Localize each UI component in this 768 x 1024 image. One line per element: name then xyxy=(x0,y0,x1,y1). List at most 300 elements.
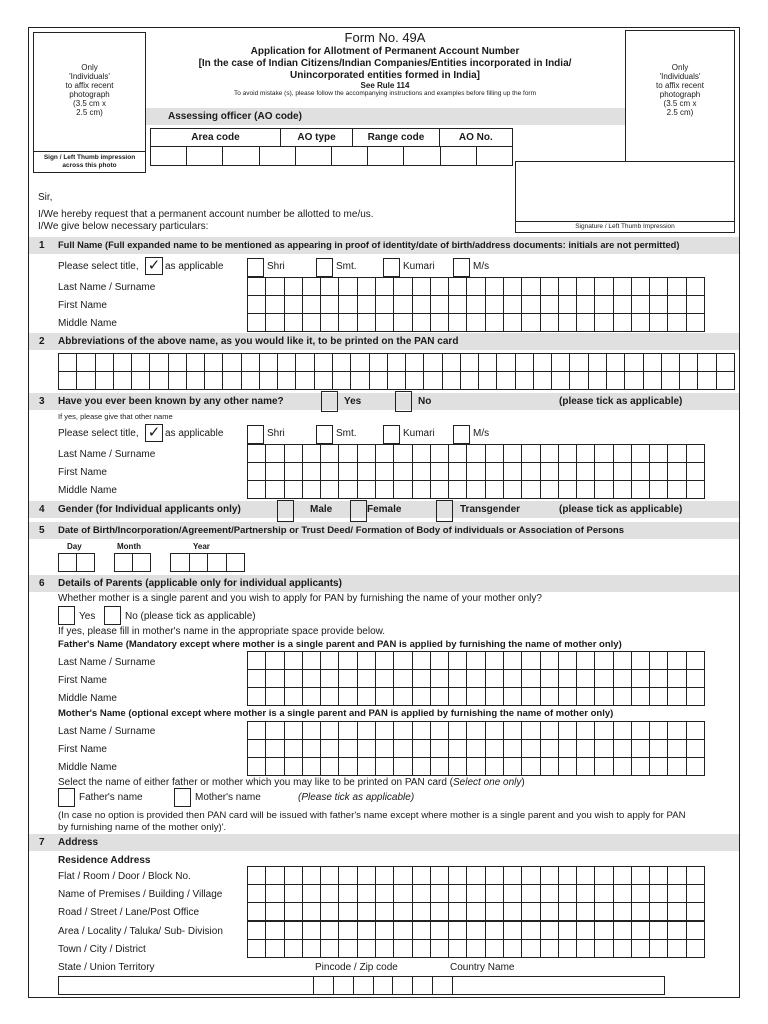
char-cell[interactable] xyxy=(431,940,449,957)
char-cell[interactable] xyxy=(358,445,376,462)
char-cell[interactable] xyxy=(404,147,440,166)
char-cell[interactable] xyxy=(303,652,321,669)
char-cell[interactable] xyxy=(303,885,321,902)
char-cell[interactable] xyxy=(321,278,339,295)
char-cell[interactable] xyxy=(632,670,650,687)
char-cell[interactable] xyxy=(650,463,668,480)
char-cell[interactable] xyxy=(413,740,431,757)
char-cell[interactable] xyxy=(413,481,431,498)
char-cell[interactable] xyxy=(522,688,540,705)
char-cell[interactable] xyxy=(413,885,431,902)
char-cell[interactable] xyxy=(668,885,686,902)
char-cell[interactable] xyxy=(431,867,449,884)
char-cell[interactable] xyxy=(315,372,333,389)
char-cell[interactable] xyxy=(687,722,704,739)
char-cell[interactable] xyxy=(431,463,449,480)
char-cell[interactable] xyxy=(449,688,467,705)
char-cell[interactable] xyxy=(285,903,303,920)
char-cell[interactable] xyxy=(431,314,449,331)
char-cell[interactable] xyxy=(248,445,266,462)
char-cell[interactable] xyxy=(394,670,412,687)
char-cell[interactable] xyxy=(632,922,650,939)
char-cell[interactable] xyxy=(248,758,266,775)
char-cell[interactable] xyxy=(388,354,406,371)
char-cell[interactable] xyxy=(132,354,150,371)
char-cell[interactable] xyxy=(595,670,613,687)
char-cell[interactable] xyxy=(522,867,540,884)
char-cell[interactable] xyxy=(296,147,332,166)
char-cell[interactable] xyxy=(541,296,559,313)
char-cell[interactable] xyxy=(559,740,577,757)
char-cell[interactable] xyxy=(332,147,368,166)
char-cell[interactable] xyxy=(559,463,577,480)
char-cell[interactable] xyxy=(449,463,467,480)
char-cell[interactable] xyxy=(266,445,284,462)
char-cell[interactable] xyxy=(449,722,467,739)
char-cell[interactable] xyxy=(413,922,431,939)
print-fathers-name-checkbox[interactable] xyxy=(58,788,75,807)
char-cell[interactable] xyxy=(650,903,668,920)
char-cell[interactable] xyxy=(668,314,686,331)
middle-name-input[interactable] xyxy=(247,313,705,332)
char-cell[interactable] xyxy=(541,758,559,775)
char-cell[interactable] xyxy=(285,867,303,884)
char-cell[interactable] xyxy=(424,372,442,389)
char-cell[interactable] xyxy=(668,867,686,884)
char-cell[interactable] xyxy=(559,940,577,957)
mother-middle-name-input[interactable] xyxy=(247,757,705,776)
char-cell[interactable] xyxy=(577,278,595,295)
char-cell[interactable] xyxy=(358,670,376,687)
char-cell[interactable] xyxy=(303,445,321,462)
other-title-kumari-checkbox[interactable] xyxy=(383,425,400,444)
char-cell[interactable] xyxy=(303,314,321,331)
char-cell[interactable] xyxy=(431,903,449,920)
char-cell[interactable] xyxy=(285,670,303,687)
char-cell[interactable] xyxy=(114,354,132,371)
char-cell[interactable] xyxy=(486,688,504,705)
char-cell[interactable] xyxy=(303,867,321,884)
char-cell[interactable] xyxy=(522,722,540,739)
mother-last-name-input[interactable] xyxy=(247,721,705,740)
char-cell[interactable] xyxy=(477,147,512,166)
char-cell[interactable] xyxy=(687,670,704,687)
char-cell[interactable] xyxy=(150,354,168,371)
char-cell[interactable] xyxy=(680,372,698,389)
char-cell[interactable] xyxy=(449,278,467,295)
char-cell[interactable] xyxy=(486,481,504,498)
char-cell[interactable] xyxy=(614,722,632,739)
char-cell[interactable] xyxy=(394,758,412,775)
char-cell[interactable] xyxy=(370,372,388,389)
char-cell[interactable] xyxy=(595,463,613,480)
gender-male-checkbox[interactable] xyxy=(277,500,294,522)
char-cell[interactable] xyxy=(413,278,431,295)
char-cell[interactable] xyxy=(260,354,278,371)
char-cell[interactable] xyxy=(339,922,357,939)
char-cell[interactable] xyxy=(266,940,284,957)
char-cell[interactable] xyxy=(541,670,559,687)
char-cell[interactable] xyxy=(285,740,303,757)
char-cell[interactable] xyxy=(333,354,351,371)
char-cell[interactable] xyxy=(534,354,552,371)
char-cell[interactable] xyxy=(285,296,303,313)
char-cell[interactable] xyxy=(394,481,412,498)
char-cell[interactable] xyxy=(522,940,540,957)
char-cell[interactable] xyxy=(394,922,412,939)
char-cell[interactable] xyxy=(577,903,595,920)
char-cell[interactable] xyxy=(208,554,227,571)
char-cell[interactable] xyxy=(650,740,668,757)
char-cell[interactable] xyxy=(504,463,522,480)
char-cell[interactable] xyxy=(266,758,284,775)
char-cell[interactable] xyxy=(577,922,595,939)
char-cell[interactable] xyxy=(589,372,607,389)
char-cell[interactable] xyxy=(321,481,339,498)
country-input[interactable] xyxy=(452,976,665,995)
char-cell[interactable] xyxy=(77,354,95,371)
char-cell[interactable] xyxy=(687,652,704,669)
char-cell[interactable] xyxy=(614,278,632,295)
char-cell[interactable] xyxy=(449,481,467,498)
char-cell[interactable] xyxy=(625,372,643,389)
char-cell[interactable] xyxy=(266,296,284,313)
char-cell[interactable] xyxy=(614,885,632,902)
char-cell[interactable] xyxy=(449,296,467,313)
char-cell[interactable] xyxy=(370,354,388,371)
char-cell[interactable] xyxy=(449,922,467,939)
char-cell[interactable] xyxy=(595,758,613,775)
char-cell[interactable] xyxy=(431,445,449,462)
char-cell[interactable] xyxy=(376,922,394,939)
char-cell[interactable] xyxy=(644,372,662,389)
char-cell[interactable] xyxy=(541,278,559,295)
char-cell[interactable] xyxy=(285,481,303,498)
state-input[interactable] xyxy=(58,976,314,995)
char-cell[interactable] xyxy=(595,296,613,313)
char-cell[interactable] xyxy=(522,922,540,939)
char-cell[interactable] xyxy=(632,740,650,757)
char-cell[interactable] xyxy=(413,445,431,462)
father-middle-name-input[interactable] xyxy=(247,687,705,706)
char-cell[interactable] xyxy=(522,670,540,687)
char-cell[interactable] xyxy=(431,922,449,939)
char-cell[interactable] xyxy=(668,722,686,739)
char-cell[interactable] xyxy=(687,885,704,902)
char-cell[interactable] xyxy=(522,652,540,669)
other-name-yes-checkbox[interactable] xyxy=(321,391,338,412)
char-cell[interactable] xyxy=(632,314,650,331)
char-cell[interactable] xyxy=(449,758,467,775)
char-cell[interactable] xyxy=(114,372,132,389)
char-cell[interactable] xyxy=(441,147,477,166)
char-cell[interactable] xyxy=(504,740,522,757)
char-cell[interactable] xyxy=(614,445,632,462)
char-cell[interactable] xyxy=(467,652,485,669)
char-cell[interactable] xyxy=(486,463,504,480)
mother-first-name-input[interactable] xyxy=(247,739,705,758)
char-cell[interactable] xyxy=(59,372,77,389)
char-cell[interactable] xyxy=(486,670,504,687)
char-cell[interactable] xyxy=(467,940,485,957)
char-cell[interactable] xyxy=(223,372,241,389)
char-cell[interactable] xyxy=(376,867,394,884)
char-cell[interactable] xyxy=(406,354,424,371)
char-cell[interactable] xyxy=(614,652,632,669)
char-cell[interactable] xyxy=(296,354,314,371)
dob-year-input[interactable] xyxy=(170,553,245,572)
char-cell[interactable] xyxy=(321,867,339,884)
char-cell[interactable] xyxy=(504,481,522,498)
char-cell[interactable] xyxy=(376,758,394,775)
char-cell[interactable] xyxy=(248,296,266,313)
char-cell[interactable] xyxy=(285,758,303,775)
char-cell[interactable] xyxy=(595,314,613,331)
char-cell[interactable] xyxy=(339,740,357,757)
char-cell[interactable] xyxy=(358,922,376,939)
char-cell[interactable] xyxy=(467,885,485,902)
char-cell[interactable] xyxy=(467,314,485,331)
char-cell[interactable] xyxy=(303,940,321,957)
char-cell[interactable] xyxy=(339,296,357,313)
char-cell[interactable] xyxy=(303,688,321,705)
char-cell[interactable] xyxy=(339,758,357,775)
char-cell[interactable] xyxy=(632,463,650,480)
char-cell[interactable] xyxy=(486,867,504,884)
char-cell[interactable] xyxy=(486,722,504,739)
char-cell[interactable] xyxy=(614,940,632,957)
char-cell[interactable] xyxy=(339,652,357,669)
other-title-ms-checkbox[interactable] xyxy=(453,425,470,444)
char-cell[interactable] xyxy=(433,977,452,994)
char-cell[interactable] xyxy=(376,903,394,920)
char-cell[interactable] xyxy=(321,296,339,313)
char-cell[interactable] xyxy=(479,372,497,389)
char-cell[interactable] xyxy=(285,688,303,705)
char-cell[interactable] xyxy=(394,652,412,669)
char-cell[interactable] xyxy=(278,354,296,371)
char-cell[interactable] xyxy=(486,940,504,957)
char-cell[interactable] xyxy=(388,372,406,389)
char-cell[interactable] xyxy=(339,463,357,480)
char-cell[interactable] xyxy=(376,940,394,957)
father-first-name-input[interactable] xyxy=(247,669,705,688)
char-cell[interactable] xyxy=(354,977,374,994)
char-cell[interactable] xyxy=(467,463,485,480)
char-cell[interactable] xyxy=(266,314,284,331)
char-cell[interactable] xyxy=(559,445,577,462)
char-cell[interactable] xyxy=(449,940,467,957)
char-cell[interactable] xyxy=(687,867,704,884)
char-cell[interactable] xyxy=(266,885,284,902)
char-cell[interactable] xyxy=(413,977,433,994)
char-cell[interactable] xyxy=(541,314,559,331)
char-cell[interactable] xyxy=(358,652,376,669)
char-cell[interactable] xyxy=(570,354,588,371)
char-cell[interactable] xyxy=(96,372,114,389)
char-cell[interactable] xyxy=(559,481,577,498)
char-cell[interactable] xyxy=(632,903,650,920)
char-cell[interactable] xyxy=(285,940,303,957)
char-cell[interactable] xyxy=(595,740,613,757)
char-cell[interactable] xyxy=(266,688,284,705)
char-cell[interactable] xyxy=(266,652,284,669)
char-cell[interactable] xyxy=(394,740,412,757)
abbreviation-input-line-2[interactable] xyxy=(58,371,735,390)
char-cell[interactable] xyxy=(449,740,467,757)
dob-day-input[interactable] xyxy=(58,553,95,572)
char-cell[interactable] xyxy=(595,722,613,739)
char-cell[interactable] xyxy=(486,296,504,313)
char-cell[interactable] xyxy=(467,903,485,920)
char-cell[interactable] xyxy=(413,296,431,313)
char-cell[interactable] xyxy=(559,922,577,939)
char-cell[interactable] xyxy=(376,688,394,705)
char-cell[interactable] xyxy=(266,278,284,295)
char-cell[interactable] xyxy=(668,688,686,705)
char-cell[interactable] xyxy=(394,885,412,902)
char-cell[interactable] xyxy=(644,354,662,371)
char-cell[interactable] xyxy=(516,354,534,371)
char-cell[interactable] xyxy=(205,372,223,389)
char-cell[interactable] xyxy=(668,445,686,462)
char-cell[interactable] xyxy=(632,867,650,884)
char-cell[interactable] xyxy=(321,670,339,687)
other-name-no-checkbox[interactable] xyxy=(395,391,412,412)
char-cell[interactable] xyxy=(467,445,485,462)
char-cell[interactable] xyxy=(522,463,540,480)
char-cell[interactable] xyxy=(577,314,595,331)
char-cell[interactable] xyxy=(431,688,449,705)
char-cell[interactable] xyxy=(285,463,303,480)
char-cell[interactable] xyxy=(59,554,77,571)
char-cell[interactable] xyxy=(504,722,522,739)
char-cell[interactable] xyxy=(486,885,504,902)
char-cell[interactable] xyxy=(248,922,266,939)
char-cell[interactable] xyxy=(504,688,522,705)
char-cell[interactable] xyxy=(321,463,339,480)
print-mothers-name-checkbox[interactable] xyxy=(174,788,191,807)
premises-input[interactable] xyxy=(247,884,705,903)
char-cell[interactable] xyxy=(321,940,339,957)
char-cell[interactable] xyxy=(595,278,613,295)
char-cell[interactable] xyxy=(595,867,613,884)
char-cell[interactable] xyxy=(339,670,357,687)
char-cell[interactable] xyxy=(625,354,643,371)
char-cell[interactable] xyxy=(668,670,686,687)
char-cell[interactable] xyxy=(577,652,595,669)
char-cell[interactable] xyxy=(187,354,205,371)
char-cell[interactable] xyxy=(668,463,686,480)
char-cell[interactable] xyxy=(552,372,570,389)
char-cell[interactable] xyxy=(541,688,559,705)
single-parent-no-checkbox[interactable] xyxy=(104,606,121,625)
char-cell[interactable] xyxy=(394,296,412,313)
char-cell[interactable] xyxy=(614,922,632,939)
char-cell[interactable] xyxy=(650,314,668,331)
char-cell[interactable] xyxy=(431,758,449,775)
char-cell[interactable] xyxy=(394,867,412,884)
char-cell[interactable] xyxy=(577,740,595,757)
char-cell[interactable] xyxy=(559,867,577,884)
char-cell[interactable] xyxy=(205,354,223,371)
char-cell[interactable] xyxy=(668,758,686,775)
char-cell[interactable] xyxy=(285,722,303,739)
char-cell[interactable] xyxy=(266,740,284,757)
last-name-input[interactable] xyxy=(247,277,705,296)
area-input[interactable] xyxy=(247,921,705,940)
char-cell[interactable] xyxy=(393,977,413,994)
title-ms-checkbox[interactable] xyxy=(453,258,470,277)
char-cell[interactable] xyxy=(394,722,412,739)
char-cell[interactable] xyxy=(443,354,461,371)
flat-input[interactable] xyxy=(247,866,705,885)
char-cell[interactable] xyxy=(449,670,467,687)
char-cell[interactable] xyxy=(133,554,150,571)
char-cell[interactable] xyxy=(577,885,595,902)
char-cell[interactable] xyxy=(687,463,704,480)
single-parent-yes-checkbox[interactable] xyxy=(58,606,75,625)
char-cell[interactable] xyxy=(315,354,333,371)
char-cell[interactable] xyxy=(321,688,339,705)
char-cell[interactable] xyxy=(541,740,559,757)
char-cell[interactable] xyxy=(339,940,357,957)
char-cell[interactable] xyxy=(266,903,284,920)
char-cell[interactable] xyxy=(577,296,595,313)
char-cell[interactable] xyxy=(504,885,522,902)
char-cell[interactable] xyxy=(595,903,613,920)
char-cell[interactable] xyxy=(115,554,133,571)
char-cell[interactable] xyxy=(321,445,339,462)
char-cell[interactable] xyxy=(687,688,704,705)
char-cell[interactable] xyxy=(394,463,412,480)
char-cell[interactable] xyxy=(595,445,613,462)
char-cell[interactable] xyxy=(248,688,266,705)
char-cell[interactable] xyxy=(522,278,540,295)
char-cell[interactable] xyxy=(285,885,303,902)
char-cell[interactable] xyxy=(278,372,296,389)
char-cell[interactable] xyxy=(303,278,321,295)
char-cell[interactable] xyxy=(266,867,284,884)
char-cell[interactable] xyxy=(504,867,522,884)
char-cell[interactable] xyxy=(339,903,357,920)
char-cell[interactable] xyxy=(632,940,650,957)
char-cell[interactable] xyxy=(650,445,668,462)
char-cell[interactable] xyxy=(632,445,650,462)
char-cell[interactable] xyxy=(632,758,650,775)
char-cell[interactable] xyxy=(614,688,632,705)
char-cell[interactable] xyxy=(431,481,449,498)
char-cell[interactable] xyxy=(303,903,321,920)
char-cell[interactable] xyxy=(668,296,686,313)
char-cell[interactable] xyxy=(504,652,522,669)
char-cell[interactable] xyxy=(486,758,504,775)
char-cell[interactable] xyxy=(486,445,504,462)
char-cell[interactable] xyxy=(559,670,577,687)
char-cell[interactable] xyxy=(570,372,588,389)
char-cell[interactable] xyxy=(559,885,577,902)
char-cell[interactable] xyxy=(504,922,522,939)
char-cell[interactable] xyxy=(358,722,376,739)
char-cell[interactable] xyxy=(376,885,394,902)
char-cell[interactable] xyxy=(358,481,376,498)
char-cell[interactable] xyxy=(614,296,632,313)
town-input[interactable] xyxy=(247,939,705,958)
char-cell[interactable] xyxy=(650,652,668,669)
char-cell[interactable] xyxy=(413,652,431,669)
char-cell[interactable] xyxy=(321,885,339,902)
char-cell[interactable] xyxy=(614,758,632,775)
